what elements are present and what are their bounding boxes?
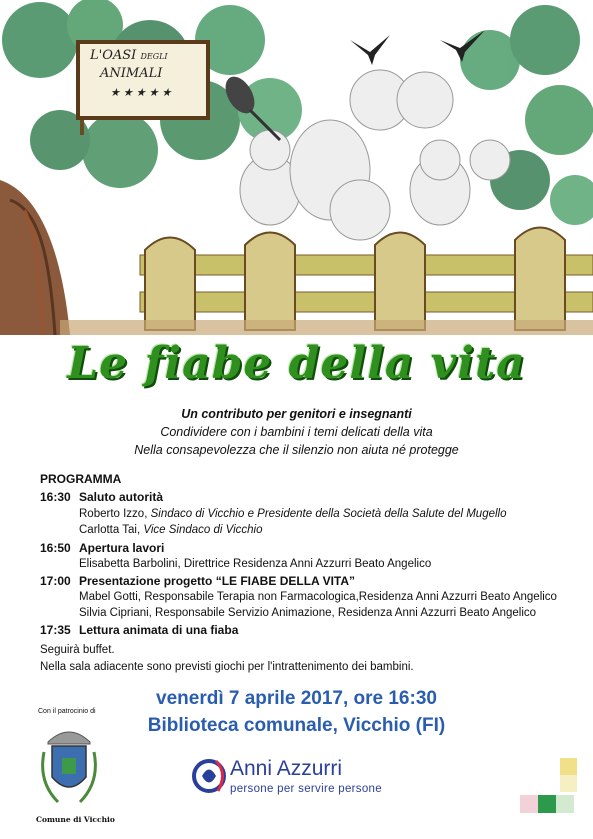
program-title: Saluto autorità xyxy=(79,490,164,504)
program-time: 17:35 xyxy=(40,623,71,637)
sign-stars: ★★★★★ xyxy=(110,86,175,99)
speaker-name: Roberto Izzo, xyxy=(79,508,148,520)
intro-subtitle: Un contributo per genitori e insegnanti xyxy=(181,407,412,421)
intro-line-2: Condividere con i bambini i temi delicati della vita xyxy=(160,425,433,439)
intro-line-3: Nella consapevolezza che il silenzio non aiuta né protegge xyxy=(134,443,459,457)
program-detail: Elisabetta Barbolini, Direttrice Residenza Anni Azzurri Beato Angelico xyxy=(79,558,432,570)
decor-square-pink xyxy=(520,795,538,813)
comune-name: Comune di Vicchio xyxy=(36,815,115,824)
program-time: 16:30 xyxy=(40,490,71,504)
decor-square-mint xyxy=(556,795,574,813)
cover-illustration xyxy=(0,0,593,335)
sign-line1: L'OASI DEGLI xyxy=(90,48,168,63)
sign-small-word: DEGLI xyxy=(140,52,168,61)
program-title: Presentazione progetto “LE FIABE DELLA VITA” xyxy=(79,574,356,588)
programma-heading: PROGRAMMA xyxy=(40,472,122,486)
poster-title: Le fiabe della vita xyxy=(67,338,526,389)
event-place: Biblioteca comunale, Vicchio (FI) xyxy=(147,715,446,736)
animals-fence-drawing xyxy=(0,0,593,335)
logo-name: Anni Azzurri xyxy=(230,757,343,780)
sign-line2: ANIMALI xyxy=(100,66,163,81)
program-item-1630 xyxy=(40,490,163,504)
program-detail: Mabel Gotti, Responsabile Terapia non Farmacologica,Residenza Anni Azzurri Beato Angelico xyxy=(79,591,557,603)
wooden-fence xyxy=(140,228,593,331)
decor-square-green xyxy=(538,795,556,813)
patronage-label: Con il patrocinio di xyxy=(38,708,96,715)
event-date: venerdì 7 aprile 2017, ore 16:30 xyxy=(156,688,437,709)
logo-tagline: persone per servire persone xyxy=(230,783,382,795)
program-detail xyxy=(79,508,507,520)
program-item-1700 xyxy=(40,574,355,588)
program-item-1735 xyxy=(40,623,238,637)
games-note: Nella sala adiacente sono previsti giochi per l'intrattenimento dei bambini. xyxy=(40,661,414,673)
program-title: Apertura lavori xyxy=(79,541,165,555)
decor-square-yellow xyxy=(560,758,577,775)
comune-coat-of-arms xyxy=(38,722,100,812)
speaker-name: Carlotta Tai, xyxy=(79,524,141,536)
program-detail: Silvia Cipriani, Responsabile Servizio Animazione, Residenza Anni Azzurri Beato Angelico xyxy=(79,607,537,619)
program-detail xyxy=(79,524,262,536)
program-title: Lettura animata di una fiaba xyxy=(79,623,239,637)
speaker-role: Sindaco di Vicchio e Presidente della Società della Salute del Mugello xyxy=(150,508,507,520)
program-time: 17:00 xyxy=(40,574,71,588)
program-item-1650 xyxy=(40,541,164,555)
speaker-role: Vice Sindaco di Vicchio xyxy=(143,524,263,536)
tree-trunk xyxy=(0,180,70,335)
anni-azzurri-logo-icon xyxy=(190,755,228,797)
buffet-note: Seguirà buffet. xyxy=(40,644,115,656)
decor-square-cream xyxy=(560,775,577,792)
program-time: 16:50 xyxy=(40,541,71,555)
